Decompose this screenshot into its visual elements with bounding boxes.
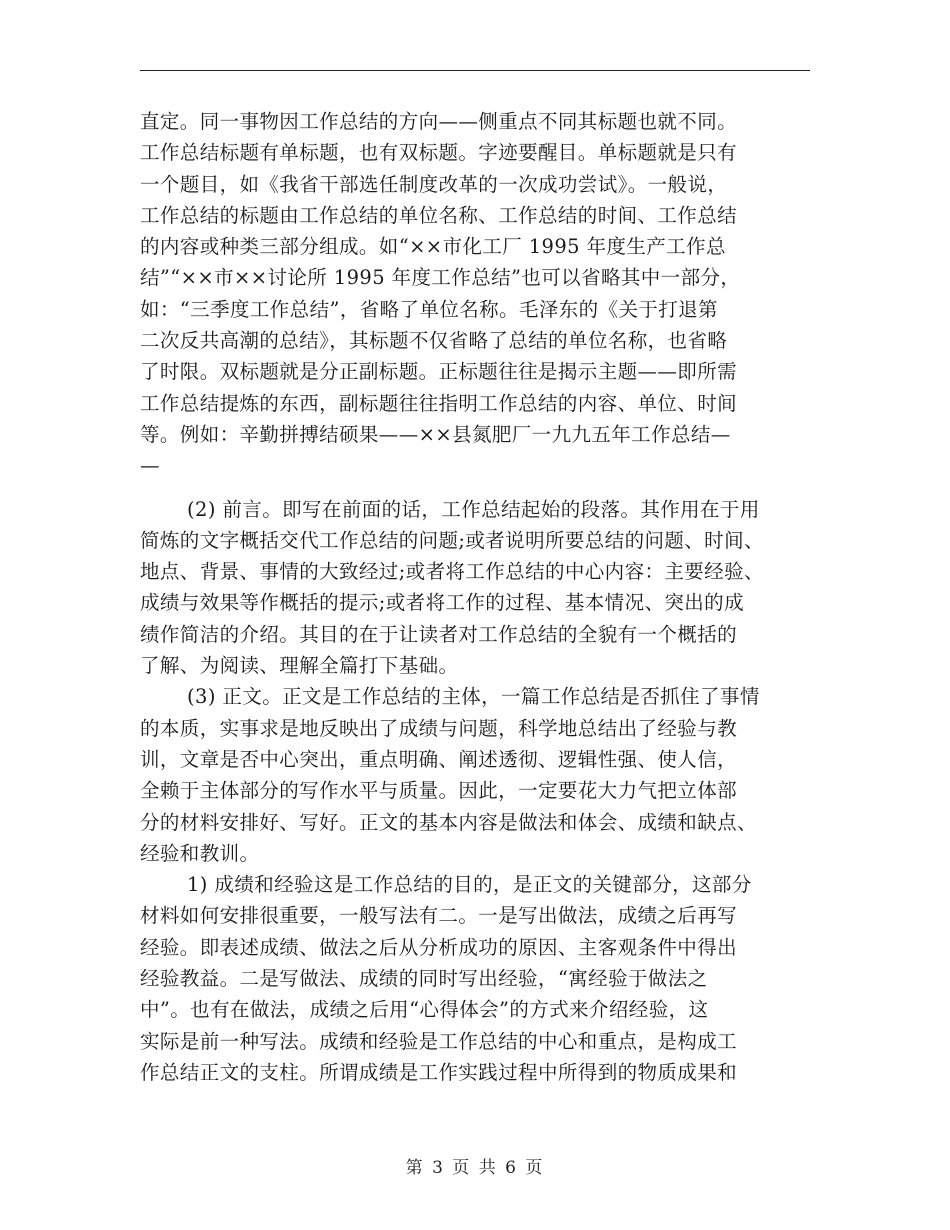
text-line: 训，文章是否中心突出，重点明确、阐述透彻、逻辑性强、使人信， [140,747,738,771]
text-line: 地点、背景、事情的大致经过;或者将工作总结的中心内容：主要经验、 [140,560,764,584]
page-body [140,106,820,1088]
text-line: 一个题目，如《我省干部选任制度改革的一次成功尝试》。一般说， [140,172,728,196]
text-line: 全赖于主体部分的写作水平与质量。因此，一定要花大力气把立体部 [140,779,738,803]
page-number-footer: 第 3 页 共 6 页 [405,1158,545,1178]
text-line: 经验。即表述成绩、做法之后从分析成功的原因、主客观条件中得出 [140,935,738,959]
text-line: 等。例如：辛勤拼搏结硕果——××县氮肥厂一九九五年工作总结— [140,422,731,446]
text-line: 经验教益。二是写做法、成绩的同时写出经验，“寓经验于做法之 [140,967,708,991]
header-rule [140,70,810,71]
text-line: 的本质，实事求是地反映出了成绩与问题，科学地总结出了经验与教 [140,716,738,740]
text-line: 的内容或种类三部分组成。如“××市化工厂 1995 年度生产工作总 [140,235,726,259]
text-line: 工作总结标题有单标题，也有双标题。字迹要醒目。单标题就是只有 [140,141,738,165]
paragraph-body-section [140,494,820,1089]
text-line: 工作总结提炼的东西，副标题往往指明工作总结的内容、单位、时间 [140,391,738,415]
text-line: 材料如何安排很重要，一般写法有二。一是写出做法，成绩之后再写 [140,904,738,928]
text-line: 分的材料安排好、写好。正文的基本内容是做法和体会、成绩和缺点、 [140,810,757,834]
text-line: 经验和教训。 [140,841,260,865]
text-line: 绩作简洁的介绍。其目的在于让读者对工作总结的全貌有一个概括的 [140,622,738,646]
paragraph-title-section [140,106,820,482]
paragraph-start-main-text: (3) 正文。正文是工作总结的主体，一篇工作总结是否抓住了事情 [187,685,760,709]
text-line: 了时限。双标题就是分正副标题。正标题往往是揭示主题——即所需 [140,360,738,384]
text-line: 了解、为阅读、理解全篇打下基础。 [140,654,459,678]
text-line: 中”。也有在做法，成绩之后用“心得体会”的方式来介绍经验，这 [140,998,709,1022]
paragraph-start-preface: (2) 前言。即写在前面的话，工作总结起始的段落。其作用在于用 [187,497,760,521]
text-line: 如：“三季度工作总结”，省略了单位名称。毛泽东的《关于打退第 [140,297,718,321]
text-line: — [140,454,160,478]
text-line: 简炼的文字概括交代工作总结的问题;或者说明所要总结的问题、时间、 [140,528,764,552]
text-line: 二次反共高潮的总结》，其标题不仅省略了总结的单位名称，也省略 [140,329,728,353]
text-line: 作总结正文的支柱。所谓成绩是工作实践过程中所得到的物质成果和 [140,1060,738,1084]
paragraph-start-achievements: 1) 成绩和经验这是工作总结的目的，是正文的关键部分，这部分 [187,873,752,897]
text-line: 结”“××市××讨论所 1995 年度工作总结”也可以省略其中一部分， [140,266,741,290]
text-line: 工作总结的标题由工作总结的单位名称、工作总结的时间、工作总结 [140,203,738,227]
text-line: 成绩与效果等作概括的提示;或者将工作的过程、基本情况、突出的成 [140,591,744,615]
text-line: 直定。同一事物因工作总结的方向——侧重点不同其标题也就不同。 [140,110,738,133]
text-line: 实际是前一种写法。成绩和经验是工作总结的中心和重点，是构成工 [140,1029,738,1053]
